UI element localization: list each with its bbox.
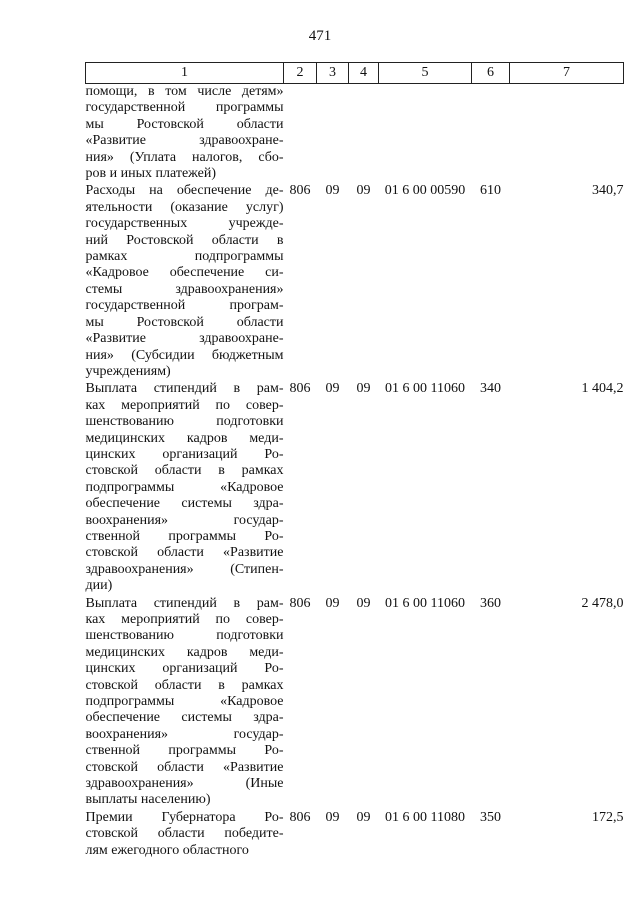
- row-description: [86, 595, 284, 809]
- table-body: [86, 84, 624, 860]
- description-line: «Развитие здравоохране-: [85, 331, 284, 347]
- description-line: воохранения» государ-: [85, 726, 284, 742]
- table-row: [86, 595, 624, 809]
- description-line: стовской области победите-: [85, 826, 284, 842]
- subsection-code: [349, 84, 379, 183]
- description-line: шенствованию подготовки: [85, 414, 284, 430]
- header-cell: 6: [472, 63, 510, 84]
- subsection-code: 09: [356, 381, 371, 397]
- description-line: Выплата стипендий в рам-: [85, 595, 284, 611]
- subsection-code: 09: [356, 183, 371, 199]
- expense-type-code: 350: [480, 809, 501, 825]
- target-article-code: 01 6 00 11060: [385, 595, 465, 611]
- table-row: [86, 182, 624, 380]
- description-line: обеспечение системы здра-: [85, 710, 284, 726]
- description-line: ках мероприятий по совер-: [85, 612, 284, 627]
- description-line: мы Ростовской области: [85, 314, 284, 330]
- ministry-code: [284, 84, 317, 183]
- description-line: стовской области в рамках: [85, 677, 284, 693]
- subsection-code: 09: [356, 595, 371, 611]
- description-line: ров и иных платежей): [85, 166, 217, 182]
- expense-type-code: 340: [480, 381, 501, 397]
- description-line: ний Ростовской области в: [85, 232, 284, 248]
- amount: 340,7: [592, 183, 624, 199]
- ministry-code: 806: [289, 381, 311, 397]
- description-line: ятельности (оказание услуг): [85, 199, 284, 215]
- header-cell: 1: [86, 63, 284, 84]
- ministry-code: 806: [289, 595, 311, 611]
- description-line: лям ежегодного областного: [85, 842, 249, 858]
- expense-type-code: 360: [480, 595, 501, 611]
- target-article-code: [379, 84, 472, 183]
- amount: 1 404,2: [581, 381, 624, 397]
- description-line: цинских организаций Ро-: [85, 446, 284, 462]
- section-code: 09: [325, 381, 340, 397]
- description-line: ственной программы Ро-: [85, 528, 284, 544]
- description-line: выплаты населению): [85, 792, 211, 808]
- ministry-code: 806: [289, 809, 311, 825]
- description-line: Расходы на обеспечение де-: [85, 183, 284, 199]
- description-line: воохранения» государ-: [85, 512, 284, 528]
- ministry-code: 806: [289, 183, 311, 199]
- section-code: 09: [325, 183, 340, 199]
- amount: 172,5: [592, 809, 624, 825]
- row-description: [86, 182, 284, 380]
- description-line: медицинских кадров меди-: [85, 644, 284, 660]
- description-line: Премии Губернатора Ро-: [85, 809, 284, 825]
- description-line: рамках подпрограммы: [85, 249, 284, 265]
- header-cell: 2: [284, 63, 317, 84]
- page-number: 471: [308, 28, 332, 44]
- description-line: стовской области «Развитие: [85, 545, 284, 561]
- header-cell: 3: [317, 63, 349, 84]
- description-line: шенствованию подготовки: [85, 628, 284, 644]
- description-line: ственной программы Ро-: [85, 743, 284, 759]
- description-line: здравоохранения» (Иные: [85, 776, 284, 792]
- description-line: Выплата стипендий в рам-: [85, 381, 284, 397]
- description-line: «Развитие здравоохране-: [85, 133, 284, 149]
- description-line: здравоохранения» (Стипен-: [85, 561, 284, 577]
- target-article-code: 01 6 00 11060: [385, 381, 465, 397]
- section-code: 09: [325, 595, 340, 611]
- description-line: подпрограммы «Кадровое: [85, 479, 284, 495]
- description-line: стемы здравоохранения»: [85, 281, 284, 297]
- amount: 2 478,0: [581, 595, 624, 611]
- expense-type-code: 610: [480, 183, 501, 199]
- table-row: [86, 380, 624, 594]
- description-line: государственной программы: [85, 100, 284, 116]
- header-cell: 4: [349, 63, 379, 84]
- description-line: государственных учрежде-: [85, 216, 284, 232]
- row-description: [86, 84, 284, 183]
- description-line: цинских организаций Ро-: [85, 661, 284, 677]
- target-article-code: 01 6 00 00590: [384, 183, 466, 199]
- header-cell: 5: [379, 63, 472, 84]
- description-line: обеспечение системы здра-: [85, 496, 284, 512]
- description-line: подпрограммы «Кадровое: [85, 694, 284, 710]
- subsection-code: 09: [356, 809, 371, 825]
- table-row: [86, 809, 624, 859]
- section-code: [317, 84, 349, 183]
- budget-table: [85, 62, 624, 859]
- description-line: медицинских кадров меди-: [85, 430, 284, 446]
- row-description: [86, 809, 284, 859]
- header-row: [86, 63, 624, 84]
- description-line: ния» (Уплата налогов, сбо-: [85, 149, 284, 165]
- description-line: стовской области в рамках: [85, 463, 284, 479]
- target-article-code: 01 6 00 11080: [385, 809, 465, 825]
- description-line: государственной програм-: [85, 298, 284, 314]
- table-row: [86, 84, 624, 183]
- description-line: дии): [85, 578, 113, 594]
- description-line: учреждениям): [85, 363, 171, 379]
- header-cell: 7: [510, 63, 624, 84]
- description-line: мы Ростовской области: [85, 116, 284, 132]
- description-line: ках мероприятий по совер-: [85, 397, 284, 413]
- description-line: «Кадровое обеспечение си-: [85, 265, 284, 281]
- section-code: 09: [325, 809, 340, 825]
- row-description: [86, 380, 284, 594]
- description-line: помощи, в том числе детям»: [85, 84, 284, 99]
- description-line: стовской области «Развитие: [85, 759, 284, 775]
- description-line: ния» (Субсидии бюджетным: [85, 347, 284, 363]
- amount: [510, 84, 624, 183]
- expense-type-code: [472, 84, 510, 183]
